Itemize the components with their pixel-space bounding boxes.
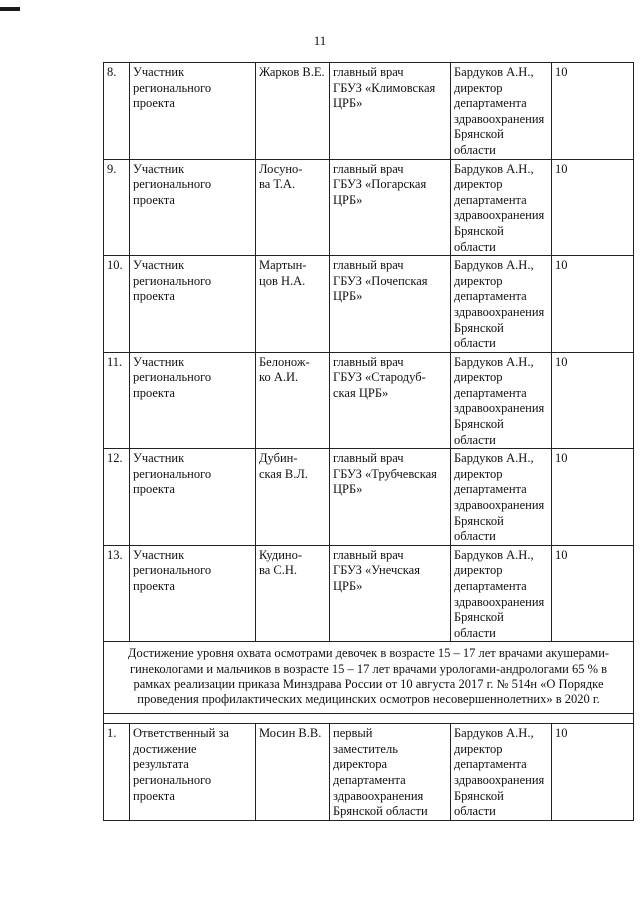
- project-role: Участник регионального проекта: [130, 449, 256, 546]
- participation-value: 10: [552, 256, 634, 353]
- person-position: главный врач ГБУЗ «Погарская ЦРБ»: [330, 159, 451, 256]
- supervisor: Бардуков А.Н., директор департамента здравоохранения Брянской области: [451, 63, 552, 160]
- participation-value: 10: [552, 352, 634, 449]
- table-row: [104, 256, 634, 353]
- row-number: 11.: [104, 352, 130, 449]
- project-role: Участник регионального проекта: [130, 545, 256, 642]
- page-number: 11: [313, 33, 327, 48]
- supervisor: Бардуков А.Н., директор департамента здравоохранения Брянской области: [451, 352, 552, 449]
- person-position: главный врач ГБУЗ «Климовская ЦРБ»: [330, 63, 451, 160]
- person-name: Дубин- ская В.Л.: [256, 449, 330, 546]
- participation-value: 10: [552, 159, 634, 256]
- supervisor: Бардуков А.Н., директор департамента здравоохранения Брянской области: [451, 545, 552, 642]
- supervisor: Бардуков А.Н., директор департамента здравоохранения Брянской области: [451, 256, 552, 353]
- person-name: Кудино- ва С.Н.: [256, 545, 330, 642]
- row-number: 1.: [104, 724, 130, 821]
- section-heading: Достижение уровня охвата осмотрами девочек в возрасте 15 – 17 лет врачами акушерами-гинекологами и мальчиков в возрасте 15 – 17 лет врачами урологами-андрологами 65 % в рамках реализации приказа Минздрава России от 10 августа 2017 г. № 514н «О Порядке проведения профилактических медицинских осмотров несовершеннолетних» в 2020 г.: [104, 642, 634, 714]
- project-role: Ответственный за достижение результата регионального проекта: [130, 724, 256, 821]
- row-number: 13.: [104, 545, 130, 642]
- table-row: [104, 63, 634, 160]
- supervisor: Бардуков А.Н., директор департамента здравоохранения Брянской области: [451, 449, 552, 546]
- table-row: [104, 724, 634, 821]
- person-name: Лосуно- ва Т.А.: [256, 159, 330, 256]
- person-name: Мосин В.В.: [256, 724, 330, 821]
- project-role: Участник регионального проекта: [130, 352, 256, 449]
- section-gap: [104, 714, 634, 724]
- responsibility-table: [103, 62, 634, 821]
- supervisor: Бардуков А.Н., директор департамента здравоохранения Брянской области: [451, 159, 552, 256]
- person-position: главный врач ГБУЗ «Трубчевская ЦРБ»: [330, 449, 451, 546]
- person-name: Мартын- цов Н.А.: [256, 256, 330, 353]
- person-name: Жарков В.Е.: [256, 63, 330, 160]
- person-position: первый заместитель директора департамента здравоохранения Брянской области: [330, 724, 451, 821]
- supervisor: Бардуков А.Н., директор департамента здравоохранения Брянской области: [451, 724, 552, 821]
- person-position: главный врач ГБУЗ «Унечская ЦРБ»: [330, 545, 451, 642]
- participation-value: 10: [552, 63, 634, 160]
- participation-value: 10: [552, 545, 634, 642]
- row-number: 10.: [104, 256, 130, 353]
- table-row: [104, 159, 634, 256]
- row-number: 12.: [104, 449, 130, 546]
- table-row: [104, 545, 634, 642]
- table-row: [104, 352, 634, 449]
- project-role: Участник регионального проекта: [130, 63, 256, 160]
- person-name: Белонож- ко А.И.: [256, 352, 330, 449]
- binding-mark: [0, 7, 20, 11]
- row-number: 9.: [104, 159, 130, 256]
- project-role: Участник регионального проекта: [130, 256, 256, 353]
- person-position: главный врач ГБУЗ «Почепская ЦРБ»: [330, 256, 451, 353]
- person-position: главный врач ГБУЗ «Стародуб- ская ЦРБ»: [330, 352, 451, 449]
- participation-value: 10: [552, 449, 634, 546]
- section-gap-row: [104, 714, 634, 724]
- section-heading-row: [104, 642, 634, 714]
- participation-value: 10: [552, 724, 634, 821]
- project-role: Участник регионального проекта: [130, 159, 256, 256]
- row-number: 8.: [104, 63, 130, 160]
- table-row: [104, 449, 634, 546]
